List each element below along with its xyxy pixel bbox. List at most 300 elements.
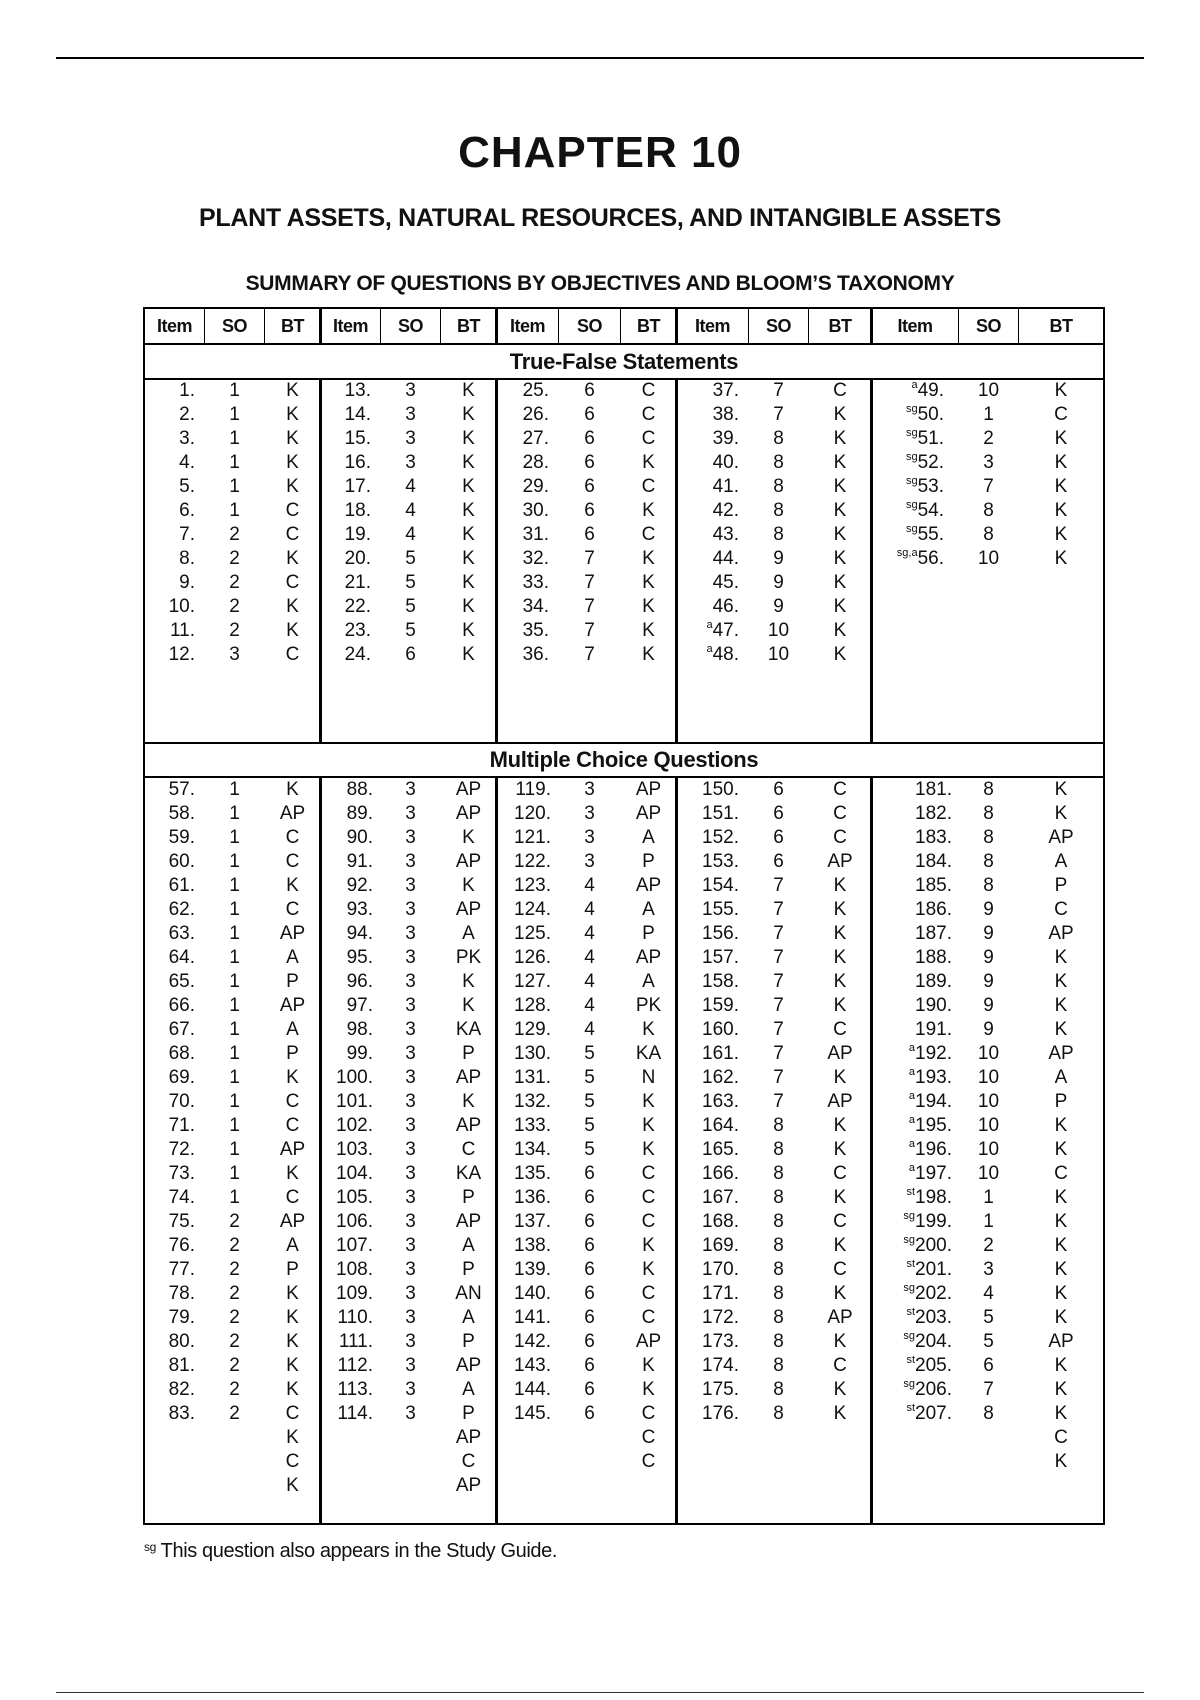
cell-text: 1 bbox=[229, 971, 240, 992]
cell-text: K bbox=[642, 1091, 655, 1112]
table-cell bbox=[145, 802, 195, 826]
cell-text: 112. bbox=[337, 1355, 373, 1376]
chapter-title: CHAPTER 10 bbox=[458, 128, 742, 177]
table-cell bbox=[1019, 1090, 1103, 1114]
table-cell bbox=[621, 523, 676, 547]
table-cell bbox=[872, 1066, 952, 1090]
table-cell bbox=[145, 475, 195, 499]
table-cell bbox=[441, 850, 496, 874]
table-cell bbox=[959, 1234, 1018, 1258]
cell-text: 40. bbox=[712, 452, 739, 473]
cell-text: 2 bbox=[229, 1379, 240, 1400]
table-cell bbox=[677, 1186, 739, 1210]
cell-text: K bbox=[462, 620, 475, 641]
cell-text: C bbox=[833, 827, 847, 848]
table-cell bbox=[497, 499, 549, 523]
table-cell bbox=[749, 499, 808, 523]
table-cell bbox=[809, 1090, 871, 1114]
table-cell bbox=[381, 1306, 440, 1330]
table-cell bbox=[441, 547, 496, 571]
cell-text: 7 bbox=[773, 995, 784, 1016]
cell-text: K bbox=[833, 1331, 847, 1352]
cell-text: 131. bbox=[514, 1067, 551, 1088]
table-cell bbox=[959, 475, 1018, 499]
table-cell bbox=[441, 1306, 496, 1330]
table-cell bbox=[1019, 499, 1103, 523]
table-cell bbox=[621, 802, 676, 826]
cell-text: 45. bbox=[712, 572, 739, 593]
cell-text: K bbox=[1054, 428, 1068, 449]
cell-text: 82. bbox=[168, 1379, 195, 1400]
cell-text: 1 bbox=[229, 995, 240, 1016]
table-cell bbox=[205, 1330, 264, 1354]
table-cell bbox=[145, 1114, 195, 1138]
cell-text: 136. bbox=[514, 1187, 551, 1208]
cell-text: K bbox=[1054, 452, 1068, 473]
cell-text: 10 bbox=[977, 1043, 1000, 1064]
cell-text: K bbox=[462, 596, 475, 617]
table-cell bbox=[381, 826, 440, 850]
table-cell bbox=[1019, 451, 1103, 475]
table-cell bbox=[497, 1138, 551, 1162]
table-cell bbox=[265, 898, 320, 922]
cell-text: AP bbox=[635, 803, 662, 824]
cell-text: 93. bbox=[346, 899, 373, 920]
table-cell bbox=[265, 1186, 320, 1210]
cell-text: 8 bbox=[983, 524, 994, 545]
cell-text: C bbox=[641, 1187, 656, 1208]
table-cell bbox=[677, 379, 739, 403]
cell-text: 69. bbox=[168, 1067, 195, 1088]
cell-text: K bbox=[462, 548, 475, 569]
cell-text: 3 bbox=[983, 452, 994, 473]
table-cell bbox=[621, 1114, 676, 1138]
table-cell bbox=[809, 403, 871, 427]
table-cell bbox=[677, 403, 739, 427]
table-cell bbox=[749, 451, 808, 475]
table-cell bbox=[749, 1090, 808, 1114]
table-cell bbox=[621, 1138, 676, 1162]
table-cell bbox=[497, 451, 549, 475]
cell-text: 98. bbox=[346, 1019, 373, 1040]
cell-text: 8 bbox=[773, 1355, 784, 1376]
table-cell bbox=[1019, 1210, 1103, 1234]
table-cell bbox=[809, 994, 871, 1018]
cell-text: P bbox=[462, 1331, 475, 1352]
cell-text: 6 bbox=[773, 851, 784, 872]
cell-text: 10 bbox=[977, 548, 1000, 569]
cell-text: 7 bbox=[584, 644, 595, 665]
cell-text: K bbox=[642, 1259, 655, 1280]
cell-text: P bbox=[1054, 1091, 1068, 1112]
cell-text: K bbox=[833, 995, 847, 1016]
cell-text: 1 bbox=[229, 1043, 240, 1064]
cell-text: 166. bbox=[702, 1163, 739, 1184]
table-cell bbox=[677, 946, 739, 970]
table-cell bbox=[205, 1282, 264, 1306]
cell-text: KA bbox=[455, 1019, 482, 1040]
table-cell bbox=[959, 427, 1018, 451]
table-cell bbox=[381, 523, 440, 547]
cell-text: AP bbox=[455, 1475, 482, 1496]
cell-text: 207. bbox=[915, 1403, 952, 1424]
cell-text: K bbox=[833, 476, 847, 497]
cell-text: K bbox=[1054, 1355, 1068, 1376]
table-cell bbox=[749, 571, 808, 595]
cell-text: 4 bbox=[983, 1283, 994, 1304]
cell-text: 2 bbox=[229, 1331, 240, 1352]
cell-text: 106. bbox=[336, 1211, 373, 1232]
table-cell bbox=[872, 1282, 952, 1306]
cell-text: 122. bbox=[514, 851, 551, 872]
table-cell bbox=[1019, 1258, 1103, 1282]
table-cell bbox=[621, 1042, 676, 1066]
tf-so-column bbox=[205, 379, 264, 667]
cell-text: K bbox=[833, 1115, 847, 1136]
table-cell bbox=[145, 1378, 195, 1402]
cell-text: 9 bbox=[773, 596, 784, 617]
table-cell bbox=[621, 1090, 676, 1114]
table-cell bbox=[205, 475, 264, 499]
footnote bbox=[144, 1540, 557, 1563]
table-cell bbox=[205, 994, 264, 1018]
cell-text: 5 bbox=[405, 572, 416, 593]
table-cell bbox=[1019, 1306, 1103, 1330]
header-item: Item bbox=[509, 316, 545, 336]
cell-text: 44. bbox=[712, 548, 739, 569]
table-cell bbox=[809, 802, 871, 826]
cell-text: AP bbox=[455, 803, 482, 824]
table-cell bbox=[205, 403, 264, 427]
cell-text: 33. bbox=[522, 572, 549, 593]
table-cell bbox=[809, 1114, 871, 1138]
table-cell bbox=[677, 451, 739, 475]
cell-text: K bbox=[1054, 1139, 1068, 1160]
cell-text: 8 bbox=[773, 1283, 784, 1304]
cell-text: K bbox=[642, 452, 655, 473]
cell-text: 5 bbox=[584, 1139, 595, 1160]
table-cell bbox=[809, 1306, 871, 1330]
table-cell bbox=[497, 1186, 551, 1210]
cell-text: K bbox=[1054, 995, 1068, 1016]
table-cell bbox=[205, 922, 264, 946]
cell-text: K bbox=[1054, 1379, 1068, 1400]
cell-text: K bbox=[833, 572, 847, 593]
table-cell bbox=[749, 1258, 808, 1282]
cell-text: K bbox=[286, 875, 299, 896]
table-cell bbox=[872, 922, 952, 946]
cell-text: 3 bbox=[405, 452, 416, 473]
cell-text: K bbox=[462, 452, 475, 473]
table-cell bbox=[1019, 922, 1103, 946]
cell-text: 144. bbox=[514, 1379, 551, 1400]
table-cell bbox=[621, 643, 676, 667]
table-cell bbox=[559, 898, 620, 922]
table-cell bbox=[677, 1282, 739, 1306]
table-cell bbox=[145, 499, 195, 523]
cell-text: 20. bbox=[344, 548, 371, 569]
table-cell bbox=[959, 1210, 1018, 1234]
table-cell bbox=[677, 427, 739, 451]
cell-text: 6 bbox=[584, 1379, 595, 1400]
table-cell bbox=[497, 802, 551, 826]
cell-text: K bbox=[833, 428, 847, 449]
cell-text: A bbox=[286, 1235, 299, 1256]
table-cell bbox=[441, 1450, 496, 1474]
table-cell bbox=[265, 922, 320, 946]
table-cell bbox=[145, 826, 195, 850]
footnote-marker: st bbox=[906, 1186, 916, 1198]
table-cell bbox=[621, 1282, 676, 1306]
table-cell bbox=[1019, 1282, 1103, 1306]
cell-text: 81. bbox=[168, 1355, 195, 1376]
cell-text: 5 bbox=[405, 596, 416, 617]
cell-text: 140. bbox=[514, 1283, 551, 1304]
table-cell bbox=[497, 1282, 551, 1306]
table-cell bbox=[959, 970, 1018, 994]
cell-text: 10 bbox=[767, 644, 790, 665]
cell-text: 3 bbox=[405, 1355, 416, 1376]
table-cell bbox=[205, 571, 264, 595]
cell-text: C bbox=[641, 1451, 656, 1472]
table-cell bbox=[205, 1258, 264, 1282]
cell-text: K bbox=[462, 500, 475, 521]
footnote-marker: sg bbox=[903, 1378, 916, 1390]
cell-text: 89. bbox=[346, 803, 373, 824]
cell-text: 7 bbox=[773, 404, 784, 425]
mc-item-column bbox=[497, 778, 551, 1426]
table-cell bbox=[809, 1258, 871, 1282]
cell-text: C bbox=[641, 404, 656, 425]
table-cell bbox=[205, 1234, 264, 1258]
table-cell bbox=[265, 826, 320, 850]
table-cell bbox=[559, 1282, 620, 1306]
cell-text: C bbox=[641, 428, 656, 449]
table-cell bbox=[621, 970, 676, 994]
table-cell bbox=[749, 922, 808, 946]
table-cell bbox=[809, 850, 871, 874]
header-bt: BT bbox=[828, 316, 852, 336]
table-cell bbox=[809, 922, 871, 946]
table-cell bbox=[749, 1162, 808, 1186]
table-cell bbox=[145, 571, 195, 595]
cell-text: 10 bbox=[977, 1163, 1000, 1184]
table-cell bbox=[381, 1282, 440, 1306]
cell-text: 46. bbox=[712, 596, 739, 617]
cell-text: 6 bbox=[773, 827, 784, 848]
cell-text: K bbox=[462, 524, 475, 545]
table-cell bbox=[559, 1330, 620, 1354]
table-cell bbox=[145, 1306, 195, 1330]
table-cell bbox=[809, 1138, 871, 1162]
cell-text: C bbox=[285, 899, 300, 920]
table-cell bbox=[265, 1474, 320, 1498]
table-cell bbox=[265, 571, 320, 595]
cell-text: A bbox=[1054, 851, 1068, 872]
table-cell bbox=[205, 778, 264, 802]
cell-text: 6 bbox=[983, 1355, 994, 1376]
cell-text: 2 bbox=[229, 620, 240, 641]
table-cell bbox=[205, 1186, 264, 1210]
table-cell bbox=[321, 778, 373, 802]
table-cell bbox=[677, 499, 739, 523]
table-cell bbox=[621, 1426, 676, 1450]
cell-text: 6 bbox=[584, 1187, 595, 1208]
cell-text: 3 bbox=[229, 644, 240, 665]
cell-text: 9 bbox=[773, 572, 784, 593]
table-cell bbox=[749, 379, 808, 403]
table-cell bbox=[1019, 379, 1103, 403]
mc-so-column bbox=[959, 778, 1018, 1426]
cell-text: 3 bbox=[405, 971, 416, 992]
cell-text: K bbox=[1054, 380, 1068, 401]
table-cell bbox=[809, 427, 871, 451]
table-cell bbox=[677, 523, 739, 547]
table-cell bbox=[621, 1450, 676, 1474]
cell-text: 7 bbox=[584, 548, 595, 569]
tf-so-column bbox=[559, 379, 620, 667]
table-cell bbox=[559, 1306, 620, 1330]
cell-text: K bbox=[462, 875, 475, 896]
cell-text: 119. bbox=[515, 779, 551, 800]
cell-text: K bbox=[1054, 971, 1068, 992]
cell-text: 134. bbox=[514, 1139, 551, 1160]
table-cell bbox=[265, 1210, 320, 1234]
table-cell bbox=[959, 1114, 1018, 1138]
cell-text: C bbox=[641, 476, 656, 497]
table-cell bbox=[749, 1378, 808, 1402]
cell-text: 31. bbox=[522, 524, 549, 545]
cell-text: K bbox=[1054, 524, 1068, 545]
table-cell bbox=[145, 379, 195, 403]
table-cell bbox=[959, 802, 1018, 826]
table-cell bbox=[677, 619, 739, 643]
table-cell bbox=[872, 1378, 952, 1402]
cell-text: A bbox=[642, 899, 655, 920]
table-cell bbox=[809, 1354, 871, 1378]
table-cell bbox=[559, 403, 620, 427]
cell-text: AP bbox=[635, 875, 662, 896]
cell-text: 2 bbox=[229, 1259, 240, 1280]
cell-text: 3 bbox=[405, 1187, 416, 1208]
cell-text: 1 bbox=[229, 827, 240, 848]
cell-text: 95. bbox=[346, 947, 373, 968]
table-cell bbox=[749, 802, 808, 826]
cell-text: 3 bbox=[405, 1043, 416, 1064]
table-cell bbox=[621, 1186, 676, 1210]
cell-text: AP bbox=[279, 995, 306, 1016]
table-cell bbox=[441, 595, 496, 619]
table-cell bbox=[321, 571, 371, 595]
table-cell bbox=[1019, 523, 1103, 547]
table-cell bbox=[809, 547, 871, 571]
table-cell bbox=[621, 1162, 676, 1186]
table-cell bbox=[497, 571, 549, 595]
table-cell bbox=[809, 898, 871, 922]
table-cell bbox=[749, 1282, 808, 1306]
table-cell bbox=[497, 970, 551, 994]
cell-text: 103. bbox=[336, 1139, 373, 1160]
table-cell bbox=[265, 1450, 320, 1474]
table-cell bbox=[321, 475, 371, 499]
cell-text: 28. bbox=[522, 452, 549, 473]
cell-text: 77. bbox=[168, 1259, 195, 1280]
table-cell bbox=[1019, 475, 1103, 499]
table-cell bbox=[621, 850, 676, 874]
cell-text: 6 bbox=[584, 1403, 595, 1424]
cell-text: 9 bbox=[983, 899, 994, 920]
cell-text: 26. bbox=[522, 404, 549, 425]
cell-text: 6 bbox=[584, 476, 595, 497]
cell-text: 3 bbox=[405, 851, 416, 872]
table-cell bbox=[749, 778, 808, 802]
cell-text: 6 bbox=[584, 1235, 595, 1256]
table-cell bbox=[381, 1018, 440, 1042]
cell-text: 8 bbox=[773, 1235, 784, 1256]
cell-text: C bbox=[833, 803, 847, 824]
cell-text: A bbox=[462, 1379, 475, 1400]
table-cell bbox=[321, 1378, 373, 1402]
cell-text: 3 bbox=[405, 1115, 416, 1136]
mc-bt-column bbox=[441, 778, 496, 1498]
cell-text: K bbox=[833, 548, 847, 569]
table-cell bbox=[809, 1018, 871, 1042]
table-cell bbox=[265, 403, 320, 427]
table-cell bbox=[872, 946, 952, 970]
footnote-marker: sg bbox=[905, 499, 918, 511]
table-cell bbox=[809, 1162, 871, 1186]
cell-text: 113. bbox=[337, 1379, 373, 1400]
table-cell bbox=[559, 619, 620, 643]
table-cell bbox=[621, 547, 676, 571]
cell-text: 79. bbox=[168, 1307, 195, 1328]
table-cell bbox=[621, 778, 676, 802]
table-cell bbox=[677, 1354, 739, 1378]
table-cell bbox=[677, 1306, 739, 1330]
table-cell bbox=[809, 643, 871, 667]
table-cell bbox=[677, 802, 739, 826]
cell-text: 1 bbox=[229, 1163, 240, 1184]
cell-text: 47. bbox=[712, 620, 739, 641]
cell-text: K bbox=[462, 572, 475, 593]
table-cell bbox=[265, 1402, 320, 1426]
footnote-marker: st bbox=[906, 1354, 916, 1366]
cell-text: 76. bbox=[168, 1235, 195, 1256]
cell-text: K bbox=[833, 1379, 847, 1400]
footnote-marker: a bbox=[911, 379, 918, 391]
table-cell bbox=[959, 1378, 1018, 1402]
table-cell bbox=[809, 1234, 871, 1258]
cell-text: 2 bbox=[229, 1211, 240, 1232]
table-cell bbox=[621, 826, 676, 850]
table-cell bbox=[265, 379, 320, 403]
cell-text: K bbox=[286, 1283, 299, 1304]
table-cell bbox=[321, 595, 371, 619]
cell-text: 100. bbox=[336, 1067, 373, 1088]
cell-text: K bbox=[833, 1403, 847, 1424]
cell-text: K bbox=[1054, 803, 1068, 824]
cell-text: 3 bbox=[405, 1331, 416, 1352]
footnote-marker: a bbox=[706, 619, 713, 631]
cell-text: C bbox=[641, 1163, 656, 1184]
cell-text: 1 bbox=[983, 404, 994, 425]
cell-text: K bbox=[462, 380, 475, 401]
table-cell bbox=[441, 946, 496, 970]
table-cell bbox=[959, 547, 1018, 571]
cell-text: PK bbox=[455, 947, 482, 968]
footnote-marker: a bbox=[908, 1114, 916, 1126]
cell-text: 67. bbox=[168, 1019, 195, 1040]
